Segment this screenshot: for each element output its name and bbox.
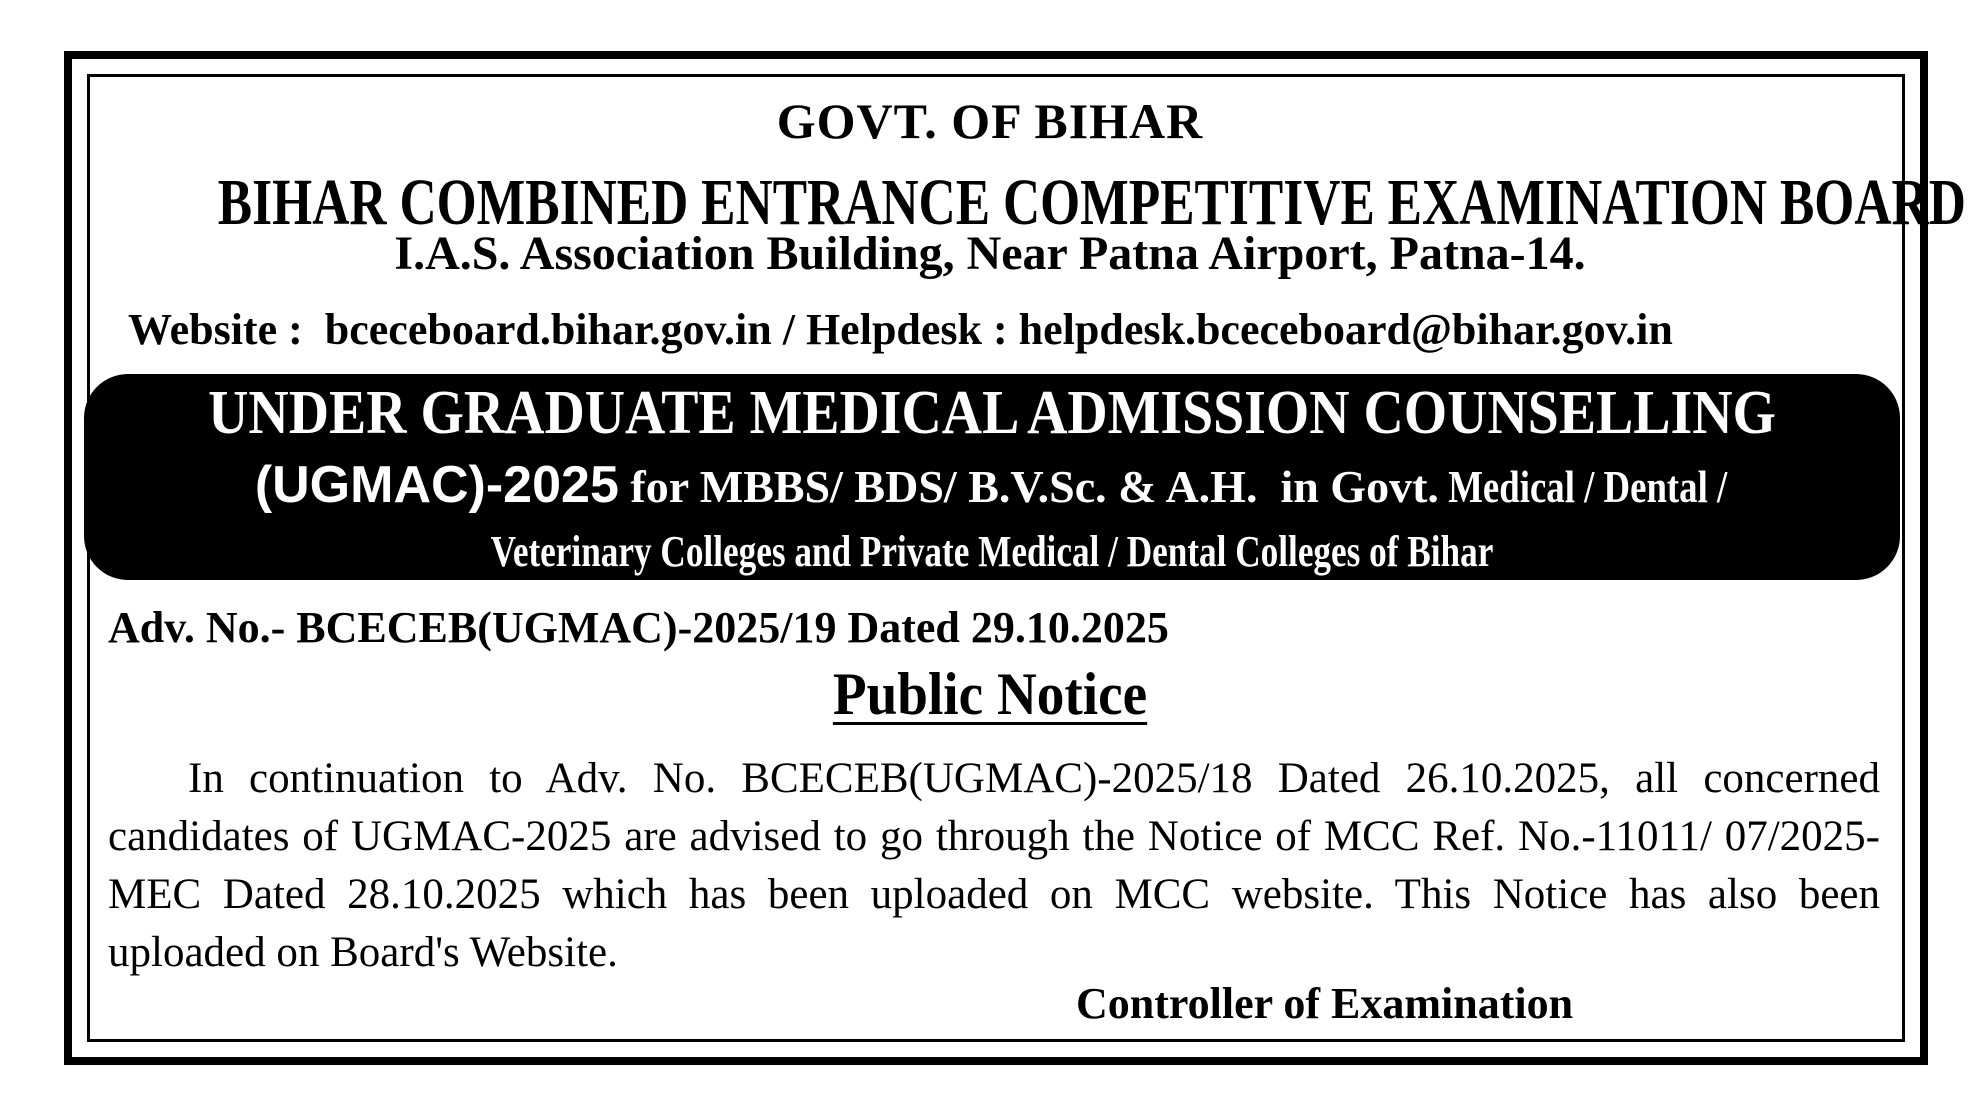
banner-courses: for MBBS/ BDS/ B.V.Sc. & A.H. in Govt. — [618, 461, 1439, 512]
advertisement-number: Adv. No.- BCECEB(UGMAC)-2025/19 Dated 29.10.2025 — [108, 603, 1169, 652]
notice-body: In continuation to Adv. No. BCECEB(UGMAC)-2025/18 Dated 26.10.2025, all concerned candidates of UGMAC-2025 are advised to go through the Notice of MCC Ref. No.-11011/ 07/2025-MEC Dated 28.10.2025 which has been uploaded on MCC website. This Notice has also been uploaded on Board's Website. — [108, 755, 1880, 976]
board-name-heading: BIHAR COMBINED ENTRANCE COMPETITIVE EXAMINATION BOARD — [217, 166, 1966, 239]
banner-title: UNDER GRADUATE MEDICAL ADMISSION COUNSELLING — [208, 379, 1776, 447]
banner-subtitle — [84, 455, 1900, 515]
signatory: Controller of Examination — [1076, 979, 1574, 1028]
banner-code: (UGMAC)-2025 — [254, 456, 619, 514]
board-address: I.A.S. Association Building, Near Patna Airport, Patna-14. — [394, 227, 1586, 280]
notice-title: Public Notice — [832, 661, 1148, 727]
banner-colleges: Veterinary Colleges and Private Medical / Dental Colleges of Bihar — [490, 527, 1494, 576]
website-helpdesk-line: Website : bceceboard.bihar.gov.in / Helpdesk : helpdesk.bceceboard@bihar.gov.in — [128, 305, 1673, 354]
govt-heading: GOVT. OF BIHAR — [776, 93, 1204, 149]
banner-college-types: Medical / Dental / — [1438, 461, 1728, 512]
